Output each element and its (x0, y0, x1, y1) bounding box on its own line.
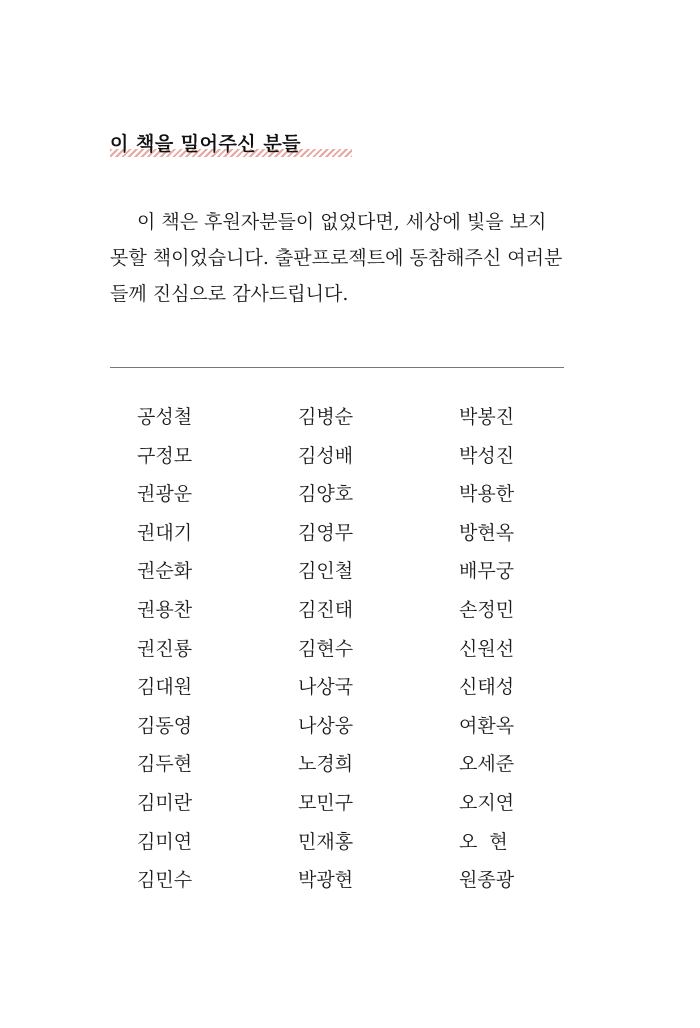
supporter-name: 오 현 (459, 830, 508, 853)
supporter-name: 김민수 (137, 869, 193, 892)
supporter-name: 김인철 (298, 560, 354, 583)
supporter-name: 노경희 (298, 753, 354, 776)
supporter-name: 오세준 (459, 753, 515, 776)
supporter-name: 김영무 (298, 521, 354, 544)
supporter-name: 권대기 (137, 521, 193, 544)
supporter-name: 원종광 (459, 869, 515, 892)
supporter-name: 나상웅 (298, 714, 354, 737)
supporter-name: 권용찬 (137, 598, 193, 621)
intro-line: 들께 진심으로 감사드립니다. (110, 283, 349, 305)
intro-line: 못할 책이었습니다. 출판프로젝트에 동참해주신 여러분 (110, 247, 563, 269)
supporter-name: 나상국 (298, 676, 354, 699)
supporter-name: 권광운 (137, 483, 193, 506)
supporter-name: 박성진 (459, 444, 515, 467)
supporter-name: 김동영 (137, 714, 193, 737)
supporter-name: 권순화 (137, 560, 193, 583)
supporter-name: 권진룡 (137, 637, 193, 660)
supporter-name: 김양호 (298, 483, 354, 506)
divider (110, 367, 564, 368)
supporter-name: 방현옥 (459, 521, 515, 544)
supporter-name: 김성배 (298, 444, 354, 467)
intro-paragraph (110, 204, 566, 312)
supporter-name: 공성철 (137, 406, 193, 428)
supporter-name: 모민구 (298, 791, 354, 814)
supporter-name: 김두현 (137, 753, 193, 776)
supporter-name: 김병순 (298, 406, 354, 428)
supporter-name: 신태성 (459, 676, 515, 699)
supporter-name: 김미연 (137, 830, 193, 853)
supporter-name: 여환옥 (459, 714, 515, 737)
section-heading (110, 132, 352, 162)
supporter-name: 김현수 (298, 637, 354, 660)
intro-line: 이 책은 후원자분들이 없었다면, 세상에 빛을 보지 (137, 211, 547, 233)
supporter-name: 박봉진 (459, 406, 515, 428)
page-title: 이 책을 밀어주신 분들 (110, 133, 302, 155)
supporter-name: 김대원 (137, 676, 193, 699)
supporter-name: 신원선 (459, 637, 515, 660)
supporter-name: 김진태 (298, 598, 354, 621)
supporter-list (137, 398, 559, 900)
supporter-name: 김미란 (137, 791, 193, 814)
supporter-name: 박광현 (298, 869, 354, 892)
supporter-name: 오지연 (459, 791, 515, 814)
supporter-name: 구정모 (137, 444, 193, 467)
supporter-name: 박용한 (459, 483, 515, 506)
supporter-name: 배무궁 (459, 560, 515, 583)
supporter-name: 손정민 (459, 598, 515, 621)
supporter-name: 민재홍 (298, 830, 354, 853)
